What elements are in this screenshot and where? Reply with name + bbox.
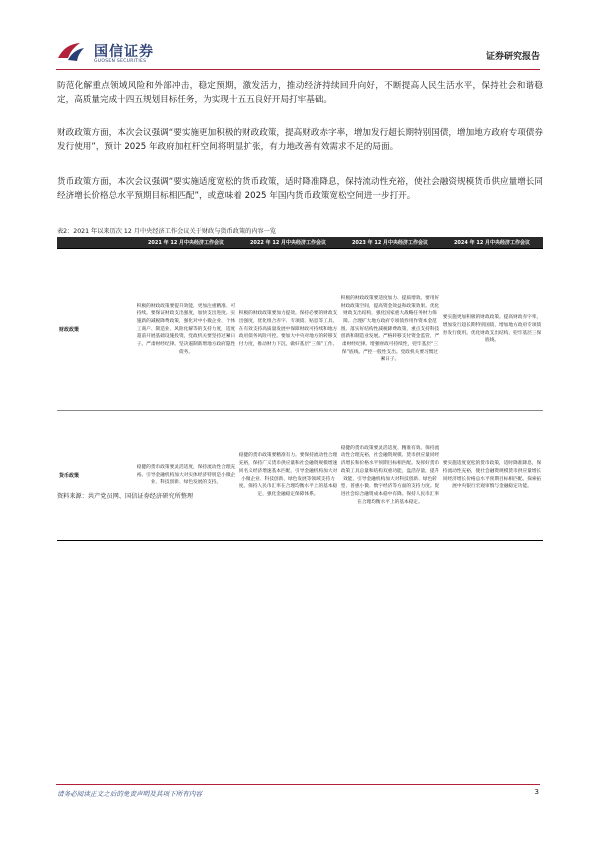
table-cell: 要实施更加积极的财政政策。提高财政赤字率，增加发行超长期特别国债，增加地方政府专项债券发行使用。优化财政支出结构，兜牢基层三保底线。 bbox=[442, 315, 542, 344]
footer-divider bbox=[56, 784, 540, 785]
table-cell: 稳健的货币政策要灵活适度，保持流动性合理充裕。引导金融机构加大对实体经济特别是小微企业、科技创新、绿色发展的支持。 bbox=[136, 464, 236, 486]
table-cell: 要实施适度宽松的货币政策，适时降准降息，保持流动性充裕，使社会融资规模货币供应量增长同经济增长价格总水平预期目标相匹配。探索拓展中央银行宏观审慎与金融稳定功能。 bbox=[442, 461, 542, 490]
table-cell: 稳健的货币政策要灵活适度、精准有效。保持流动性合理充裕，社会融资规模、货币供应量同经济增长和价格水平预期目标相匹配。发挥好货币政策工具总量和结构双重功能，盘活存量，提升效能，引导金融机构加大对科技创新、绿色转型、普惠小微、数字经济等方面的支持力度。促进社会综合融资成本稳中有降。保持人民币汇率在合理均衡水平上的基本稳定。 bbox=[340, 445, 440, 505]
table-cell: 积极的财政政策要适度加力、提质增效。要用好财政政策空间，提高资金效益和政策效果。优化财政支出结构，强化国家重大战略任务财力保障。合理扩大地方政府专项债券用作资本金范围。落实好结构性减税降费政策，重点支持科技创新和制造业发展。严格转移支付资金监管，严肃财经纪律。增强财政可持续性，兜牢基层“三保”底线。严控一般性支出。党政机关要习惯过紧日子。 bbox=[340, 295, 440, 363]
company-logo bbox=[56, 40, 206, 68]
body-paragraph-1: 防范化解重点领域风险和外部冲击，稳定预期，激发活力，推动经济持续回升向好，不断提高人民生活水平，保持社会和谐稳定，高质量完成十四五规划目标任务，为实现十五五良好开局打牢基础。 bbox=[57, 81, 543, 106]
table-row-monetary-policy bbox=[57, 411, 543, 541]
table-row-fiscal-policy bbox=[57, 249, 543, 411]
table-header-cell: 2024 年 12 月中央经济工作会议 bbox=[441, 237, 543, 249]
table-cell: 积极的财政政策要提升效能，更加注重精准、可持续。要保证财政支出强度，加快支出进度。实施新的减税降费政策，强化对中小微企业、个体工商户、制造业、风险化解等的支持力度，适度超前开展基础设施投资。党政机关要坚持过紧日子。严肃财经纪律。坚决遏制新增地方政府隐性债务。 bbox=[136, 303, 236, 355]
header-divider bbox=[56, 69, 540, 70]
page-number: 3 bbox=[534, 788, 539, 796]
table-header-cell: 2023 年 12 月中央经济工作会议 bbox=[339, 237, 441, 249]
guosen-logo-mark-icon bbox=[56, 40, 86, 64]
body-paragraph-3: 货币政策方面，本次会议强调“要实施适度宽松的货币政策，适时降准降息，保持流动性充裕，使社会融资规模货币供应量增长同经济增长价格总水平预期目标相匹配”，或意味着 2025 年国内货币政策宽松空间进一步打开。 bbox=[57, 177, 543, 202]
table-header-cell: 2022 年 12 月中央经济工作会议 bbox=[237, 237, 339, 249]
row-label: 货币政策 bbox=[59, 473, 80, 479]
table-header-cell bbox=[57, 237, 135, 249]
table-title: 表2：2021 年以来历次 12 月中央经济工作会议关于财政与货币政策的内容一览 bbox=[57, 228, 277, 235]
row-label: 财政政策 bbox=[59, 327, 80, 333]
table-header-row bbox=[57, 237, 543, 249]
table-cell: 积极的财政政策要加力提效。保持必要的财政支出强度，优化组合赤字、专项债、贴息等工具，在有效支持高质量发展中保障财政可持续和地方政府债务风险可控。要加大中央对地方的转移支付力度，推动财力下沉，做好基层“三保”工作。 bbox=[238, 311, 338, 348]
table-source-note: 资料来源：共产党员网、国信证券经济研究所整理 bbox=[57, 493, 194, 500]
report-type-label: 证券研究报告 bbox=[485, 52, 540, 62]
table-cell: 稳健的货币政策要精准有力。要保持流动性合理充裕，保持广义货币供应量和社会融资规模增速同名义经济增速基本匹配，引导金融机构加大对小微企业、科技创新、绿色发展等领域支持力度。保持人民币汇率在合理均衡水平上的基本稳定，强化金融稳定保障体系。 bbox=[238, 453, 338, 497]
body-paragraph-2: 财政政策方面，本次会议强调“要实施更加积极的财政政策，提高财政赤字率，增加发行超长期特别国债，增加地方政府专项债券发行使用”，预计 2025 年政府加杠杆空间将明显扩张，有力地改善有效需求不足的局面。 bbox=[57, 128, 543, 153]
footer-disclaimer: 请务必阅读正文之后的免责声明及其项下所有内容 bbox=[57, 790, 203, 798]
logo-chinese-name: 国信证券 bbox=[94, 44, 154, 60]
logo-english-name: GUOSEN SECURITIES bbox=[94, 59, 147, 64]
table-header-cell: 2021 年 12 月中央经济工作会议 bbox=[135, 237, 237, 249]
